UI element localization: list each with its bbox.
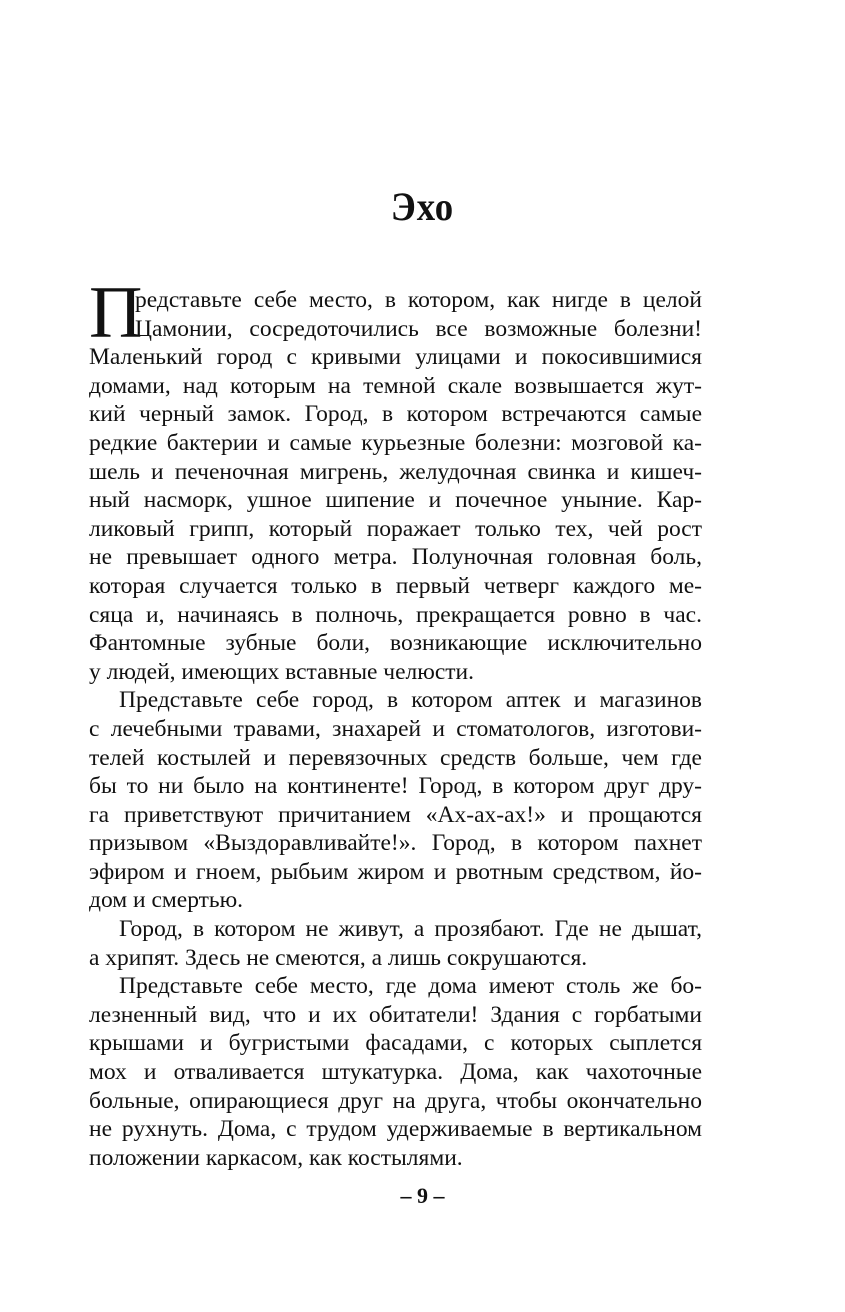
text-line: положении каркасом, как костылями.: [89, 1144, 463, 1171]
text-line: лезненный вид, что и их обитатели! Здания с горбатыми: [89, 1001, 702, 1028]
text-line: не превышает одного метра. Полуночная головная боль,: [89, 544, 702, 571]
text-line: шель и печеночная мигрень, желудочная свинка и кишеч-: [89, 458, 702, 485]
text-line: эфиром и гноем, рыбьим жиром и рвотным средством, йо-: [89, 858, 702, 885]
text-line: ный насморк, ушное шипение и почечное уныние. Кар-: [89, 487, 702, 514]
text-line: крышами и бугристыми фасадами, с которых сыплется: [89, 1030, 702, 1057]
text-line: Представьте себе город, в котором аптек и магазинов: [119, 687, 702, 714]
text-line: Представьте себе место, где дома имеют столь же бо-: [119, 973, 702, 1000]
text-line: а хрипят. Здесь не смеются, а лишь сокрушаются.: [89, 944, 588, 971]
text-line: призывом «Выздоравливайте!». Город, в котором пахнет: [89, 830, 702, 857]
text-line: мох и отваливается штукатурка. Дома, как чахоточные: [89, 1059, 702, 1086]
text-line: кий черный замок. Город, в котором встречаются самые: [89, 401, 702, 428]
text-line: ликовый грипп, который поражает только тех, чей рост: [89, 515, 702, 542]
text-line: редкие бактерии и самые курьезные болезни: мозговой ка-: [89, 429, 702, 456]
text-line: не рухнуть. Дома, с трудом удерживаемые в вертикальном: [89, 1116, 702, 1143]
paragraph-1-opening: [89, 286, 702, 343]
text-line: га приветствуют причитанием «Ах-ах-ах!» и прощаются: [89, 801, 702, 828]
text-line: редставьте себе место, в котором, как нигде в целой: [135, 287, 702, 313]
text-line: Фантомные зубные боли, возникающие исключительно: [89, 630, 702, 657]
paragraph-1: [89, 343, 702, 686]
text-line: которая случается только в первый четверг каждого ме-: [89, 572, 702, 599]
text-line: дом и смертью.: [89, 887, 244, 914]
page-number: – 9 –: [400, 1183, 445, 1208]
chapter-title: Эхо: [390, 184, 455, 229]
text-line: бы то ни было на континенте! Город, в котором друг дру-: [89, 773, 702, 800]
body-text: [89, 286, 702, 1172]
text-line: у людей, имеющих вставные челюсти.: [89, 658, 474, 685]
text-line: телей костылей и перевязочных средств больше, чем где: [89, 744, 702, 771]
text-line: Цамонии, сосредоточились все возможные болезни!: [135, 315, 702, 342]
text-line: сяца и, начинаясь в полночь, прекращается ровно в час.: [89, 601, 702, 628]
text-line: Город, в котором не живут, а прозябают. Где не дышат,: [119, 916, 702, 943]
drop-cap: П: [89, 272, 143, 354]
text-line: больные, опирающиеся друг на друга, чтобы окончательно: [89, 1087, 702, 1114]
paragraph-3: [89, 915, 702, 972]
text-line: с лечебными травами, знахарей и стоматологов, изготови-: [89, 715, 702, 742]
paragraph-2: [89, 686, 702, 915]
paragraph-4: [89, 972, 702, 1172]
text-line: Маленький город с кривыми улицами и покосившимися: [89, 344, 702, 371]
text-line: домами, над которым на темной скале возвышается жут-: [89, 372, 702, 399]
